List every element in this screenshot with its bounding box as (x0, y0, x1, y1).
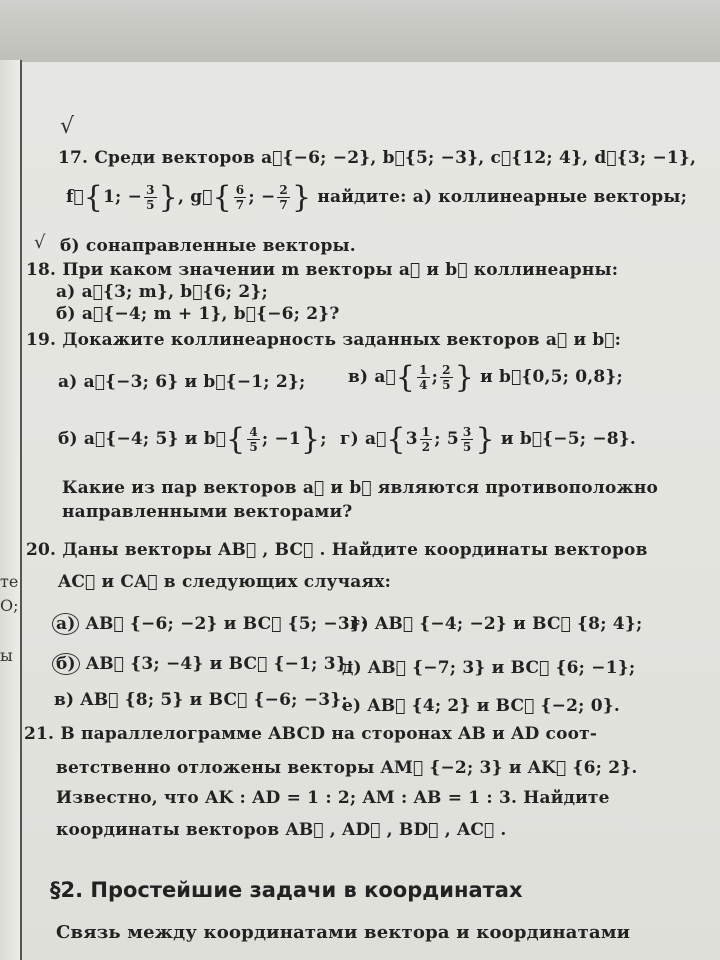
problem-number: 20. (26, 540, 57, 560)
brace: } (454, 360, 474, 395)
section-title: §2. Простейшие задачи в координатах (50, 878, 523, 902)
item-text: AB⃗ {−6; −2} и BC⃗ {5; −3}; (85, 614, 368, 634)
problem-17-line-2 (66, 180, 687, 215)
fraction-den: 5 (146, 198, 155, 212)
fraction (417, 363, 430, 392)
separator: ; − (248, 187, 276, 207)
fraction-den: 5 (442, 378, 451, 392)
fraction-num: 3 (462, 425, 472, 439)
item-end: ; (320, 429, 327, 449)
problem-19-v: в) a⃗{ $\frac{1}{4}$ ; $\frac{2}{5}$ } и b⃗{0,5; 0,8}; (348, 360, 624, 395)
problem-number: 19. (26, 330, 57, 350)
vector-f-value: 1; − (103, 187, 143, 207)
fraction-num: 6 (235, 183, 245, 197)
problem-20-b (52, 654, 353, 674)
vector-g-label: , g⃗ (177, 187, 213, 207)
problem-text: Среди векторов a⃗{−6; −2}, b⃗{5; −3}, c⃗{12; 4}, d⃗{3; −1}, (94, 148, 697, 168)
fraction (144, 183, 157, 212)
brace: { (386, 422, 406, 457)
item-text: AB⃗ {3; −4} и BC⃗ {−1; 3}; (85, 654, 354, 674)
brace: } (475, 422, 495, 457)
fraction-num: 2 (442, 363, 451, 377)
left-fragment-2: О; (0, 596, 19, 615)
problem-number: 17. (58, 148, 89, 168)
problem-20-a (52, 614, 368, 634)
fraction (420, 425, 433, 454)
fraction-num: 2 (279, 183, 288, 197)
brace: } (300, 422, 321, 457)
problem-20-g: г) AB⃗ {−4; −2} и BC⃗ {8; 4}; (350, 614, 643, 634)
item-value: ; −1 (261, 429, 301, 449)
problem-19-line-1 (26, 330, 621, 350)
problem-19-b (58, 422, 327, 457)
problem-20-v: в) AB⃗ {8; 5} и BC⃗ {−6; −3}; (54, 690, 348, 710)
problem-18-line-1 (26, 260, 618, 280)
brace: { (212, 180, 232, 215)
vector-f-label: f⃗ (66, 187, 84, 207)
problem-number: 21. (24, 724, 55, 744)
fraction-den: 7 (279, 198, 288, 212)
problem-number: 18. (26, 260, 57, 280)
problem-21-line-4: координаты векторов AB⃗ , AD⃗ , BD⃗ , AC⃗ . (56, 820, 507, 840)
item-label: в) a⃗ (348, 367, 396, 387)
brace: { (226, 422, 246, 457)
fraction-den: 5 (249, 440, 258, 454)
problem-17-line-3: б) сонаправленные векторы. (60, 236, 356, 256)
left-fragment-3: ы (0, 646, 13, 665)
problem-text: В параллелограмме ABCD на сторонах AB и AD соот- (60, 724, 598, 744)
fraction-den: 4 (419, 378, 428, 392)
background-top (0, 0, 720, 70)
item-tail: и b⃗{−5; −8}. (500, 429, 637, 449)
circled-label: б) (52, 653, 80, 675)
left-fragment-1: те (0, 572, 19, 591)
fraction-num: 4 (249, 425, 258, 439)
fraction-den: 2 (421, 440, 431, 454)
brace: } (291, 180, 312, 215)
fraction (277, 183, 290, 212)
fraction (234, 183, 247, 212)
handwritten-check-1: √ (60, 114, 75, 139)
problem-19-question-1: Какие из пар векторов a⃗ и b⃗ являются противоположно (62, 478, 659, 498)
problem-20-d: д) AB⃗ {−7; 3} и BC⃗ {6; −1}; (342, 658, 636, 678)
problem-20-e: е) AB⃗ {4; 2} и BC⃗ {−2; 0}. (342, 696, 621, 716)
fraction-num: 1 (419, 363, 428, 377)
mixed-whole: 3 (405, 429, 418, 449)
circled-label: а) (52, 613, 79, 635)
section-subtitle: Связь между координатами вектора и координатами (56, 922, 631, 943)
problem-18-a: а) a⃗{3; m}, b⃗{6; 2}; (56, 282, 268, 302)
brace: { (395, 360, 416, 395)
problem-18-b: б) a⃗{−4; m + 1}, b⃗{−6; 2}? (56, 304, 340, 324)
problem-20-line-2: AC⃗ и CA⃗ в следующих случаях: (58, 572, 392, 592)
left-page-edge (0, 60, 22, 960)
problem-19-g (340, 422, 636, 457)
brace: } (158, 180, 178, 215)
fraction (440, 363, 453, 392)
fraction (461, 425, 474, 454)
fraction-num: 3 (146, 183, 155, 197)
fraction (247, 425, 260, 454)
separator: ; 5 (434, 429, 459, 449)
fraction-den: 7 (235, 198, 245, 212)
fraction-num: 1 (421, 425, 431, 439)
item-label: г) a⃗ (340, 429, 387, 449)
problem-19-a: а) a⃗{−3; 6} и b⃗{−1; 2}; (58, 372, 306, 392)
problem-text: найдите: а) коллинеарные векторы; (317, 187, 688, 207)
problem-17-line-1 (58, 148, 696, 168)
problem-text: Докажите коллинеарность заданных векторов a⃗ и b⃗: (62, 330, 622, 350)
brace: { (83, 180, 104, 215)
problem-text: При каком значении m векторы a⃗ и b⃗ коллинеарны: (62, 260, 619, 280)
textbook-page (22, 62, 720, 960)
problem-text: Даны векторы AB⃗ , BC⃗ . Найдите координаты векторов (62, 540, 648, 560)
item-label: б) a⃗{−4; 5} и b⃗ (58, 429, 227, 449)
handwritten-check-2: √ (34, 232, 46, 253)
problem-21-line-3: Известно, что AK : AD = 1 : 2; AM : AB = 1 : 3. Найдите (56, 788, 610, 808)
item-tail: и b⃗{0,5; 0,8}; (480, 367, 624, 387)
problem-20-line-1 (26, 540, 648, 560)
problem-19-question-2: направленными векторами? (62, 502, 353, 522)
problem-21-line-1 (24, 724, 597, 744)
fraction-den: 5 (462, 440, 472, 454)
problem-21-line-2: ветственно отложены векторы AM⃗ {−2; 3} и AK⃗ {6; 2}. (56, 758, 638, 778)
